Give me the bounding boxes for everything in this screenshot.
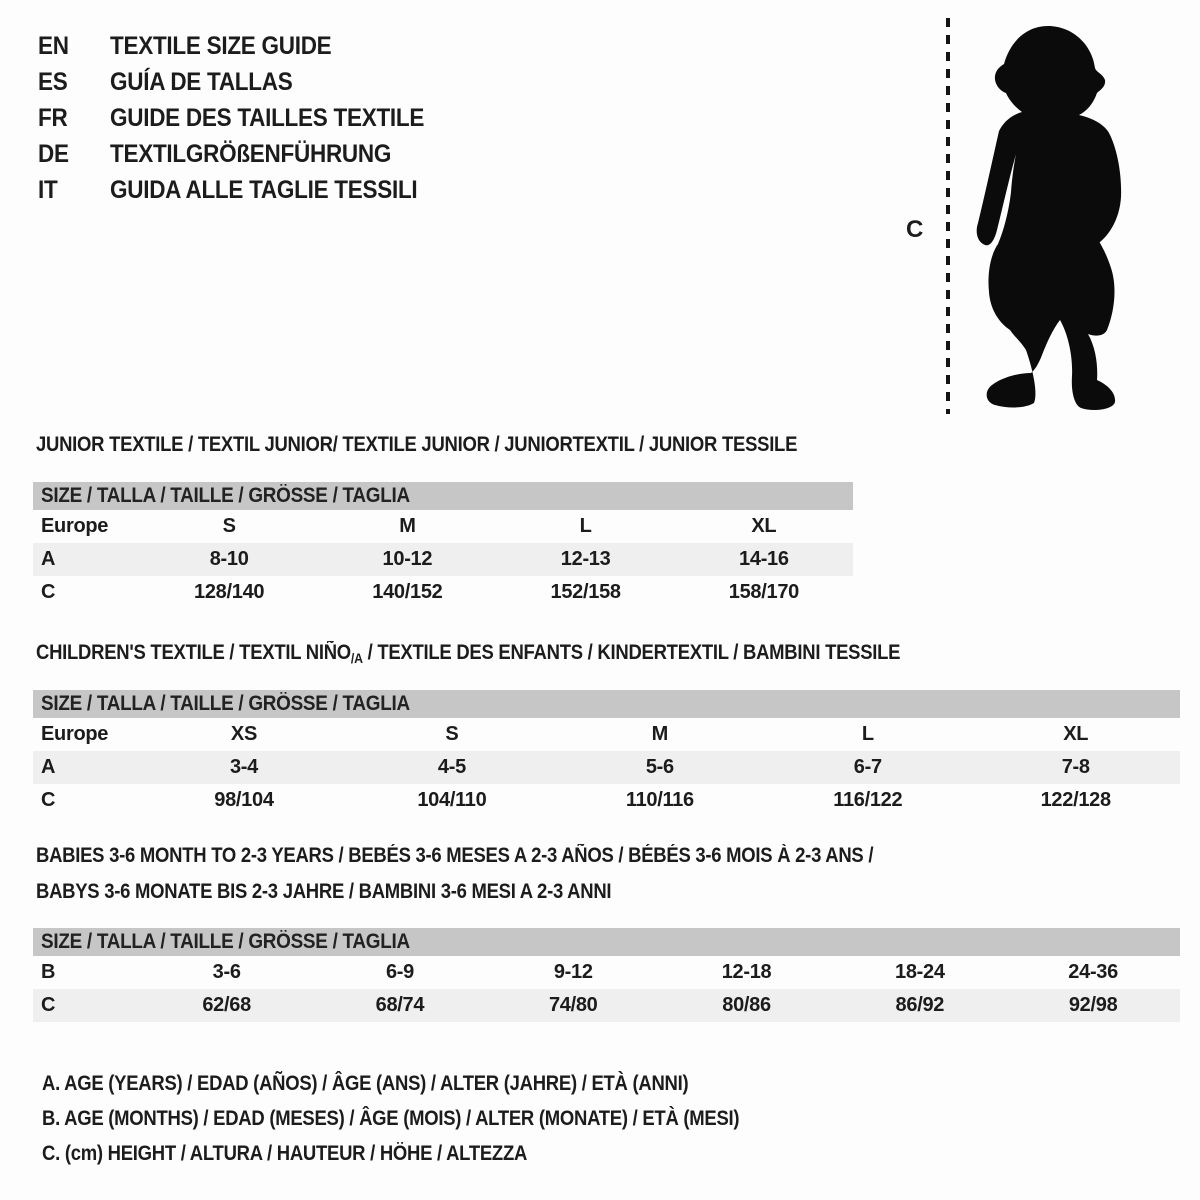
babies-section-title-line2: BABYS 3-6 MONATE BIS 2-3 JAHRE / BAMBINI 3-6 MESI A 2-3 ANNI	[36, 880, 612, 903]
lang-row-en	[38, 28, 424, 64]
size-cell: L	[861, 723, 874, 745]
children-size-header-bar	[33, 690, 1180, 718]
age-cell: 14-16	[739, 548, 789, 570]
months-cell: 9-12	[553, 961, 593, 983]
height-cell: 92/98	[1068, 994, 1118, 1016]
guide-title: GUÍA DE TALLAS	[110, 68, 293, 96]
junior-size-table	[33, 510, 853, 609]
guide-title: TEXTILE SIZE GUIDE	[110, 32, 332, 60]
children-title-suffix: / TEXTILE DES ENFANTS / KINDERTEXTIL / BAMBINI TESSILE	[362, 641, 901, 664]
junior-size-header-bar	[33, 482, 853, 510]
size-cell: S	[445, 723, 459, 745]
children-title-prefix: CHILDREN'S TEXTILE / TEXTIL NIÑO	[36, 641, 351, 664]
table-row-age	[33, 751, 1180, 784]
lang-code: EN	[38, 32, 69, 60]
months-cell: 6-9	[385, 961, 414, 983]
children-title-subscript: /A	[350, 650, 363, 666]
guide-title: TEXTILGRÖßENFÜHRUNG	[110, 140, 392, 168]
months-cell: 24-36	[1068, 961, 1118, 983]
babies-size-header-bar	[33, 928, 1180, 956]
lang-row-de	[38, 136, 424, 172]
age-cell: 3-4	[229, 756, 258, 778]
row-label: C	[41, 994, 56, 1016]
age-cell: 10-12	[382, 548, 433, 570]
row-label: C	[41, 789, 56, 811]
height-cell: 110/116	[625, 789, 694, 811]
table-row-europe	[33, 510, 853, 543]
height-cell: 68/74	[375, 994, 425, 1016]
height-cell: 128/140	[194, 581, 265, 603]
children-size-table	[33, 718, 1180, 817]
guide-title: GUIDE DES TAILLES TEXTILE	[110, 104, 425, 132]
legend-line-b: B. AGE (MONTHS) / EDAD (MESES) / ÂGE (MOIS) / ALTER (MONATE) / ETÀ (MESI)	[42, 1107, 740, 1130]
size-cell: M	[651, 723, 669, 745]
lang-row-it	[38, 172, 424, 208]
row-label: C	[41, 581, 56, 603]
table-row-europe	[33, 718, 1180, 751]
legend	[42, 1066, 834, 1171]
table-row-height	[33, 784, 1180, 817]
children-section-title	[36, 641, 900, 666]
legend-line-c: C. (cm) HEIGHT / ALTURA / HAUTEUR / HÖHE / ALTEZZA	[42, 1142, 528, 1165]
height-cell: 74/80	[548, 994, 598, 1016]
row-label: A	[41, 756, 56, 778]
height-cell: 152/158	[550, 581, 621, 603]
size-header-text: SIZE / TALLA / TAILLE / GRÖSSE / TAGLIA	[41, 484, 410, 507]
row-label: Europe	[41, 723, 109, 745]
height-cell: 158/170	[728, 581, 799, 603]
height-cell: 116/122	[833, 789, 903, 811]
language-header	[38, 28, 467, 208]
height-measure-label: C	[906, 216, 924, 243]
age-cell: 12-13	[560, 548, 611, 570]
table-row-months	[33, 956, 1180, 989]
height-measure-line	[944, 16, 952, 416]
lang-code: FR	[38, 104, 68, 132]
age-cell: 5-6	[645, 756, 674, 778]
lang-code: IT	[38, 176, 58, 204]
months-cell: 12-18	[721, 961, 772, 983]
height-cell: 104/110	[417, 789, 487, 811]
size-cell: XL	[751, 515, 777, 537]
size-cell: S	[222, 515, 236, 537]
size-cell: M	[399, 515, 416, 537]
size-header-text: SIZE / TALLA / TAILLE / GRÖSSE / TAGLIA	[41, 930, 410, 953]
lang-code: DE	[38, 140, 69, 168]
row-label: B	[41, 961, 56, 983]
babies-section-title-line1: BABIES 3-6 MONTH TO 2-3 YEARS / BEBÉS 3-6 MESES A 2-3 AÑOS / BÉBÉS 3-6 MOIS À 2-3 ANS /	[36, 844, 874, 867]
row-label: Europe	[41, 515, 109, 537]
lang-code: ES	[38, 68, 68, 96]
age-cell: 6-7	[853, 756, 882, 778]
lang-row-fr	[38, 100, 424, 136]
size-cell: L	[579, 515, 592, 537]
babies-size-table	[33, 956, 1180, 1022]
table-row-height	[33, 576, 853, 609]
height-cell: 140/152	[372, 581, 443, 603]
age-cell: 4-5	[437, 756, 466, 778]
junior-section-title: JUNIOR TEXTILE / TEXTIL JUNIOR/ TEXTILE JUNIOR / JUNIORTEXTIL / JUNIOR TESSILE	[36, 433, 798, 456]
guide-title: GUIDA ALLE TAGLIE TESSILI	[110, 176, 418, 204]
height-cell: 80/86	[722, 994, 771, 1016]
height-cell: 98/104	[214, 789, 274, 811]
age-cell: 8-10	[209, 548, 249, 570]
months-cell: 3-6	[212, 961, 241, 983]
height-cell: 62/68	[202, 994, 251, 1016]
table-row-height	[33, 989, 1180, 1022]
lang-row-es	[38, 64, 424, 100]
height-cell: 122/128	[1040, 789, 1111, 811]
row-label: A	[41, 548, 56, 570]
height-cell: 86/92	[895, 994, 945, 1016]
table-row-age	[33, 543, 853, 576]
age-cell: 7-8	[1061, 756, 1090, 778]
months-cell: 18-24	[895, 961, 945, 983]
legend-line-a: A. AGE (YEARS) / EDAD (AÑOS) / ÂGE (ANS) / ALTER (JAHRE) / ETÀ (ANNI)	[42, 1072, 689, 1095]
size-cell: XS	[230, 723, 258, 745]
size-header-text: SIZE / TALLA / TAILLE / GRÖSSE / TAGLIA	[41, 692, 410, 715]
size-cell: XL	[1063, 723, 1089, 745]
toddler-silhouette-icon	[960, 14, 1140, 414]
